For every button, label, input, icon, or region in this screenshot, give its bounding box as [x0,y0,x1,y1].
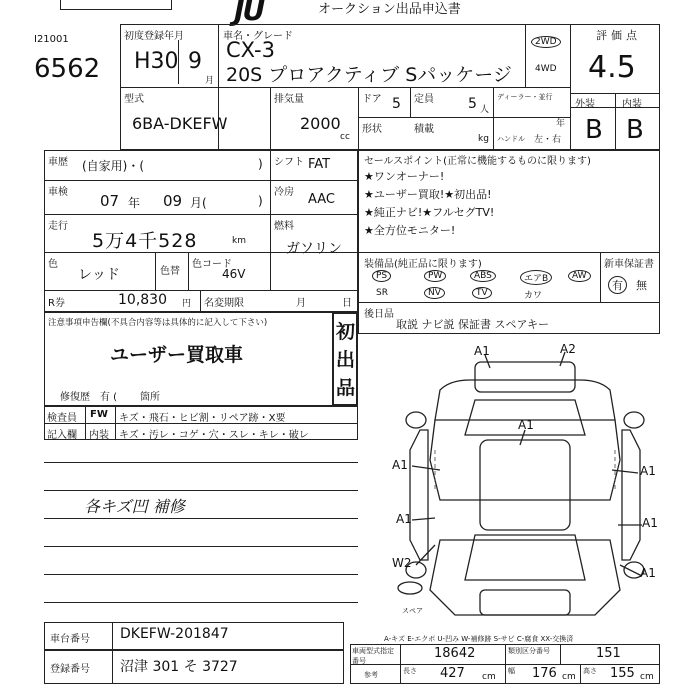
car-name: CX-3 [226,38,275,62]
mileage-value: 5万4千528 [92,230,198,252]
inspection-year-unit: 年 [128,196,141,210]
capacity-value: 5 [468,96,477,112]
divider [560,644,561,664]
repair-value: 有 ( [100,392,118,403]
warranty-label: 新車保証書 [604,259,654,270]
equipment-label: 装備品(純正品に限ります) [364,259,482,270]
height-label: 高さ [583,667,597,675]
memo-line [44,602,358,603]
damage-mark: A1 [392,458,408,472]
car-label: 車名・グレード [223,31,293,42]
equipment-pw: PW [424,270,446,282]
divider [178,40,179,84]
drive-4wd: 4WD [535,64,557,74]
cooling-value: AAC [308,192,335,207]
auction-logo: JU [234,0,264,27]
inspection-month: 09 [163,192,183,210]
lot-code: I21001 [34,34,69,45]
interior-label: 内装 [622,99,642,110]
width-value: 176 [532,666,557,681]
equipment-aw: AW [568,270,591,282]
divider [270,87,271,150]
divider [493,87,494,150]
color-change-label: 色替 [160,266,180,277]
length-value: 427 [440,666,465,681]
registration-value: 沼津 301 そ 3727 [120,659,238,675]
capacity-label: 定員 [414,94,434,105]
header-stripes [60,0,172,10]
recycle-unit: 円 [182,299,192,309]
name-change-label: 名変期限 [204,298,244,309]
divider [410,87,411,117]
rating-label: 評価点 [596,29,641,42]
history-value: (自家用)・( [82,159,145,173]
notes-label: 注意事項申告欄(不具合内容等は具体的に記入して下さい) [48,318,268,328]
equipment-leather: カワ [524,291,543,301]
handle-options: 左・右 [534,135,562,145]
divider [188,252,189,290]
name-change-month: 月 [296,298,306,309]
first-reg-label: 初度登録年月 [124,31,184,42]
divider [120,87,570,88]
dealer-year: 年 [556,119,566,129]
recycle-value: 10,830 [118,292,167,308]
name-change-day: 日 [342,298,352,309]
accessories-value: 取説 ナビ説 保証書 スペアキー [396,318,550,331]
type-number-label: 車両型式指定番号 [352,647,394,665]
color-code-label: 色コード [192,259,232,270]
exterior-label: 外装 [575,99,595,110]
interior-row-label: 内装 [89,430,109,441]
divider [44,180,358,181]
lot-number: 6562 [34,54,101,84]
equipment-airbag: エアB [520,270,552,285]
divider [112,622,113,650]
equipment-ps: PS [372,270,391,282]
divider [600,252,601,302]
inspection-month-unit: 月( [190,196,207,210]
divider [270,150,271,290]
displacement-label: 排気量 [274,94,304,105]
drive-2wd: 2WD [531,36,561,48]
history-label: 車歴 [48,157,68,168]
color-code: 46V [222,267,246,281]
memo-line [44,490,358,491]
divider [570,93,660,94]
model-label: 型式 [124,94,144,105]
memo-line [44,462,358,463]
repair-count: 箇所 [140,392,160,403]
divider [44,214,358,215]
doors-value: 5 [392,96,401,112]
divider [115,406,116,440]
fuel-label: 燃料 [274,221,294,232]
divider [44,290,358,291]
cooling-label: 冷房 [274,187,294,198]
recycle-label: R券 [48,298,65,309]
divider [155,252,156,290]
form-title: オークション出品申込書 [318,2,461,17]
length-unit: cm [482,672,496,682]
damage-mark: A1 [474,344,490,358]
color-value: レッド [78,267,120,283]
equipment-nv: NV [424,287,445,299]
height-unit: cm [640,672,654,682]
shift-label: シフト [274,157,304,168]
damage-mark: A1 [518,418,534,432]
damage-legend: A-キズ E-エクボ U-凹み W-補修跡 S-サビ C-腐食 XX-交換済 [384,635,574,643]
inspector-label: 検査員 [47,413,77,424]
mileage-unit: km [232,236,246,246]
memo-line [44,574,358,575]
divider [525,24,526,87]
warranty-none: 無 [636,279,647,292]
divider [505,644,506,684]
class-number-value: 151 [596,646,621,661]
divider [200,290,201,312]
rating-score: 4.5 [588,50,636,85]
memo-line [44,518,358,519]
record-label: 記入欄 [47,430,77,441]
divider [85,406,86,440]
width-label: 幅 [508,667,515,675]
class-number-label: 類別区分番号 [508,647,550,655]
divider [570,24,571,150]
equipment-sr: SR [376,288,388,298]
handwritten-note: 各キズ凹 補修 [84,497,185,516]
fuel-value: ガソリン [286,241,342,257]
memo-line [44,546,358,547]
damage-mark: A1 [640,464,656,478]
sales-points-label: セールスポイント(正常に機能するものに限ります) [364,156,591,167]
model-value: 6BA-DKEFW [132,114,228,133]
width-unit: cm [562,672,576,682]
sales-point-item: ★全方位モニター! [364,224,456,237]
chassis-value: DKEFW-201847 [120,626,229,642]
doors-label: ドア [362,94,382,105]
interior-options: キズ・汚レ・コゲ・穴・スレ・キレ・破レ [119,430,309,441]
equipment-abs: ABS [470,270,496,282]
first-reg-month: 9 [188,49,202,74]
car-grade: 20S プロアクティブ Sパッケージ [226,64,512,86]
fw-label: FW [90,409,108,420]
load-unit: kg [478,134,489,144]
registration-label: 登録番号 [50,664,90,675]
type-number-value: 18642 [434,646,476,661]
load-label: 積載 [414,124,434,135]
inspection-label: 車検 [48,187,68,198]
repair-label: 修復歴 [60,392,90,403]
notes-value: ユーザー買取車 [110,344,244,366]
damage-mark: A2 [560,342,576,356]
sales-point-item: ★ワンオーナー! [364,170,445,183]
dimensions-label: 参考 [364,671,378,679]
mileage-label: 走行 [48,221,68,232]
damage-mark: A1 [642,516,658,530]
shape-label: 形状 [362,124,382,135]
handle-label: ハンドル [497,135,525,143]
displacement-value: 2000 [300,114,341,133]
divider [358,87,359,150]
capacity-unit: 人 [480,105,490,115]
height-value: 155 [610,666,635,681]
divider [580,664,581,684]
spare-label: スペア [402,607,423,615]
divider [358,302,660,303]
sales-point-item: ★ユーザー買取!★初出品! [364,188,492,201]
damage-mark: A1 [640,566,656,580]
first-reg-month-unit: 月 [205,76,215,86]
color-label: 色 [48,259,58,270]
warranty-value: 有 [608,276,627,294]
inspection-year: 07 [100,192,120,210]
exterior-score: B [585,115,603,145]
damage-mark: A1 [396,512,412,526]
first-listing-text: 初出品 [336,321,356,399]
divider [358,117,570,118]
dealer-label: ディーラー・並行 [497,93,553,101]
interior-score: B [626,115,644,145]
first-reg-year: H30 [134,49,179,74]
length-label: 長さ [403,667,417,675]
sales-point-item: ★純正ナビ!★フルセグTV! [364,206,495,219]
divider [358,252,660,253]
equipment-tv: TV [472,287,492,299]
divider [400,644,401,684]
divider [615,93,616,150]
accessories-label: 後日品 [364,309,394,320]
fw-options: キズ・飛石・ヒビ割・リペア跡・X要 [119,413,286,424]
history-close: ) [258,157,263,171]
displacement-unit: cc [340,132,350,142]
car-damage-diagram [380,340,670,640]
inspection-close: ) [258,194,263,208]
damage-mark: W2 [392,556,412,570]
chassis-label: 車台番号 [50,634,90,645]
divider [112,650,113,684]
shift-value: FAT [308,157,331,172]
